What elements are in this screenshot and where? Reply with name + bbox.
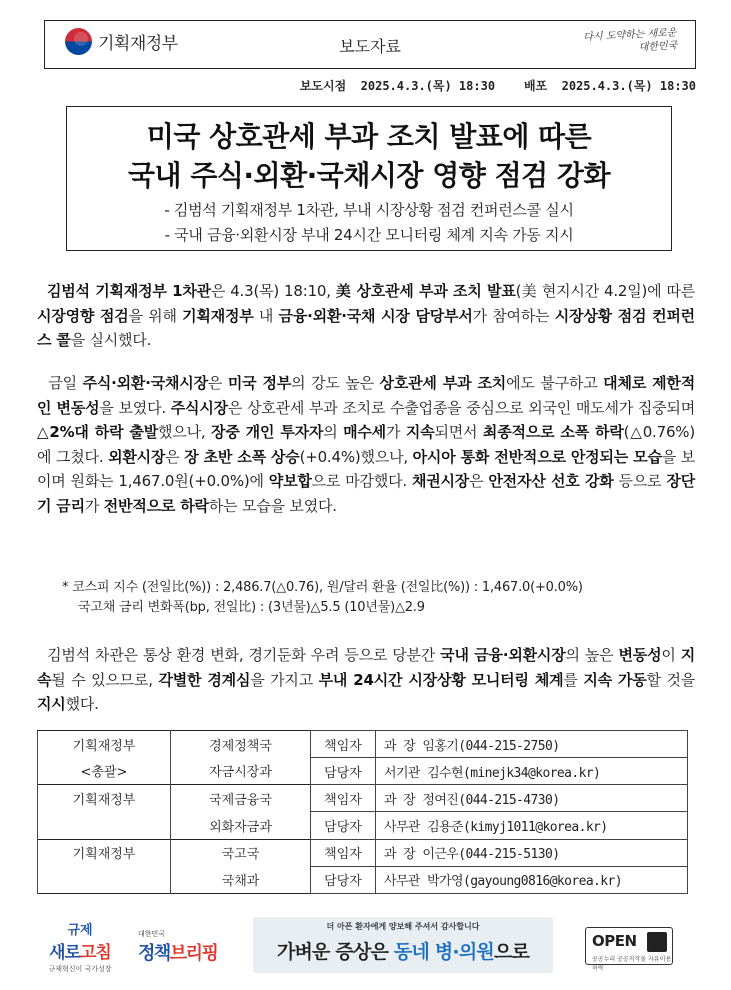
policy-briefing-top: 대한민국 (138, 930, 166, 938)
contact-org: 기획재정부 (38, 731, 171, 758)
body-text: 을 보이며 원화는 1,467.0원(+0.0%)에 (37, 447, 695, 490)
clinic-banner-main: 가벼운 증상은 동네 병·의원으로 (276, 941, 530, 963)
subheadline-1: - 김범석 기획재정부 1차관, 부내 시장상황 점검 컨퍼런스콜 실시 (164, 201, 574, 219)
slogan-calligraphy: 다시 도약하는 새로운 대한민국 (583, 27, 678, 54)
body-text: 하는 모습을 보였다. (208, 496, 337, 515)
body-paragraph-3 (37, 643, 695, 717)
contact-person[interactable]: 서기관 김수현(minejk34@korea.kr) (376, 758, 688, 785)
emphasis-text: 주식·외환·국채시장 (82, 374, 208, 392)
contact-row (38, 731, 688, 758)
body-text: 금일 (48, 374, 83, 392)
contact-role: 책임자 (311, 785, 376, 812)
emphasis-text: 금융·외환·국채 시장 담당부서 (278, 306, 473, 325)
policy-briefing-logo[interactable] (138, 929, 230, 965)
body-text: 을 가지고 (250, 670, 319, 689)
emphasis-text: 지시 (37, 695, 66, 713)
press-header (44, 20, 696, 69)
body-text: 김범석 차관은 통상 환경 변화, 경기둔화 우려 등으로 당분간 (47, 646, 441, 664)
body-text: 를 (563, 670, 584, 689)
regulation-logo-top: 규제 (67, 923, 93, 938)
body-text: 했으나, (158, 423, 212, 441)
contact-department: 경제정책국 (171, 731, 311, 758)
contact-department: 외화자금과 (171, 812, 311, 839)
emphasis-text: 채권시장 (411, 472, 470, 490)
body-text: 되면서 (434, 423, 483, 441)
market-data-note-1: * 코스피 지수 (전일比(%)) : 2,486.7(△0.76), 원/달러 환율 (전일比(%)) : 1,467.0(+0.0%) (62, 580, 583, 595)
body-text: 은 4.3(목) 18:10, (210, 282, 336, 300)
emphasis-text: 장중 개인 투자자 (211, 423, 324, 441)
ministry-name: 기획재정부 (98, 34, 178, 54)
regulation-logo-caption: 규제혁신이 국가성장 (48, 965, 112, 973)
contact-row (38, 866, 688, 893)
body-text: 은 (207, 374, 228, 392)
body-text: 에도 불구하고 (506, 374, 604, 392)
emphasis-text: 장단기 금리 (37, 472, 695, 515)
body-text: 이 (661, 646, 681, 664)
body-text: 내 (253, 306, 279, 325)
headline-line-2: 국내 주식·외환·국채시장 영향 점검 강화 (127, 159, 611, 192)
footer-banners (0, 915, 731, 975)
emphasis-text: 지속 가동 (583, 670, 647, 689)
open-caption: 공공누리 공공저작물 자유이용허락 (592, 956, 672, 972)
contact-role: 책임자 (311, 731, 376, 758)
contact-org (38, 866, 171, 893)
body-text: 은 상호관세 부과 조치로 수출업종을 중심으로 외국인 매도세가 집중되며 (227, 398, 695, 417)
emphasis-text: 시장영향 점검 (37, 306, 129, 325)
body-text: 은 (165, 447, 185, 466)
body-text: 가 참여하는 (472, 306, 555, 325)
regulation-logo-main: 새로고침 (49, 943, 111, 963)
contact-department: 국채과 (171, 866, 311, 893)
emphasis-text: 외환시장 (108, 447, 166, 466)
emphasis-text: 최종적으로 소폭 하락 (482, 423, 624, 441)
emphasis-text: △2%대 하락 출발 (37, 423, 158, 441)
contact-person[interactable]: 사무관 박가영(gayoung0816@korea.kr) (376, 866, 688, 893)
emphasis-text: 장 초반 소폭 상승 (184, 447, 300, 466)
document-type: 보도자료 (339, 37, 401, 56)
emphasis-text: 전반적으로 하락 (103, 496, 209, 515)
contact-row (38, 758, 688, 785)
contact-person[interactable]: 과 장 이근우(044-215-5130) (376, 839, 688, 866)
body-text: 의 (323, 423, 344, 441)
subheadline-2: - 국내 금융·외환시장 부내 24시간 모니터링 체계 지속 가동 지시 (164, 226, 574, 244)
emphasis-text: 국내 금융·외환시장 (440, 646, 566, 664)
contact-row (38, 785, 688, 812)
emphasis-text: 각별한 경계심 (158, 670, 251, 689)
body-text: (△0.76%)에 그쳤다. (37, 423, 695, 466)
emphasis-text: 미국 정부 (227, 374, 292, 392)
body-text: 을 보였다. (99, 398, 171, 417)
emphasis-text: 기획재정부 (182, 306, 254, 325)
contact-row (38, 839, 688, 866)
body-text: 의 높은 (565, 646, 619, 664)
contact-person[interactable]: 사무관 김용준(kimyj1011@korea.kr) (376, 812, 688, 839)
emphasis-text: 김범석 기획재정부 1차관 (46, 282, 211, 300)
body-text: 을 위해 (128, 306, 183, 325)
contact-role: 담당자 (311, 866, 376, 893)
body-paragraph-1 (37, 279, 695, 353)
contact-org: 기획재정부 (38, 785, 171, 812)
body-text: 했다. (65, 695, 99, 713)
contact-department: 국고국 (171, 839, 311, 866)
kogl-badge-icon (647, 932, 667, 952)
clinic-banner-top: 더 아픈 환자에게 양보해 주셔서 감사합니다 (326, 922, 480, 931)
headline-line-1: 미국 상호관세 부과 조치 발표에 따른 (146, 120, 592, 153)
contact-role: 책임자 (311, 839, 376, 866)
release-date-line: 보도시점 2025.4.3.(목) 18:30 배포 2025.4.3.(목) 18:30 (299, 79, 696, 93)
emphasis-text: 안전자산 선호 강화 (488, 472, 614, 490)
contact-row (38, 812, 688, 839)
emphasis-text: 대체로 제한적인 변동성 (37, 374, 696, 417)
market-data-note-2: 국고채 금리 변화폭(bp, 전일比) : (3년물)△5.5 (10년물)△2.9 (78, 600, 425, 615)
title-box (66, 106, 672, 251)
contact-role: 담당자 (311, 758, 376, 785)
body-text: 가 (385, 423, 406, 441)
contact-org (38, 812, 171, 839)
contact-role: 담당자 (311, 812, 376, 839)
emphasis-text: 美 상호관세 부과 조치 발표 (335, 282, 516, 300)
emphasis-text: 시장상황 점검 컨퍼런스 콜 (37, 306, 695, 349)
emphasis-text: 변동성 (618, 646, 662, 664)
contact-person[interactable]: 과 장 정여진(044-215-4730) (376, 785, 688, 812)
kogl-open-logo[interactable] (585, 927, 673, 972)
body-text: 의 강도 높은 (291, 374, 380, 392)
open-label: OPEN (592, 932, 637, 950)
contact-department: 국제금융국 (171, 785, 311, 812)
body-text: 될 수 있으므로, (51, 670, 159, 689)
policy-briefing-main: 정책브리핑 (138, 943, 218, 964)
emphasis-text: 지속 (37, 646, 696, 689)
contact-org: <총괄> (38, 758, 171, 785)
contact-table (37, 730, 688, 894)
regulation-reform-logo[interactable] (42, 919, 118, 974)
body-text: 을 실시했다. (70, 331, 152, 349)
contact-org: 기획재정부 (38, 839, 171, 866)
emphasis-text: 약보합 (268, 472, 312, 490)
body-text: 할 것을 (646, 670, 696, 689)
emphasis-text: 주식시장 (170, 398, 228, 417)
body-text: 등으로 (613, 472, 667, 490)
emphasis-text: 아시아 통화 전반적으로 안정되는 모습 (412, 447, 662, 466)
emphasis-text: 부내 24시간 시장상황 모니터링 체계 (318, 670, 564, 689)
clinic-campaign-banner[interactable] (253, 917, 553, 973)
emphasis-text: 상호관세 부과 조치 (379, 374, 507, 392)
body-paragraph-2 (37, 371, 695, 518)
body-text: 은 (469, 472, 489, 490)
contact-department: 자금시장과 (171, 758, 311, 785)
body-text: (美 현지시간 4.2일)에 따른 (515, 282, 696, 300)
emphasis-text: 매수세 (343, 423, 386, 441)
body-text: 가 (84, 496, 104, 515)
emphasis-text: 지속 (405, 423, 435, 441)
contact-person[interactable]: 과 장 임홍기(044-215-2750) (376, 731, 688, 758)
body-text: 으로 마감했다. (311, 472, 412, 490)
body-text: (+0.4%)했으나, (299, 447, 413, 466)
